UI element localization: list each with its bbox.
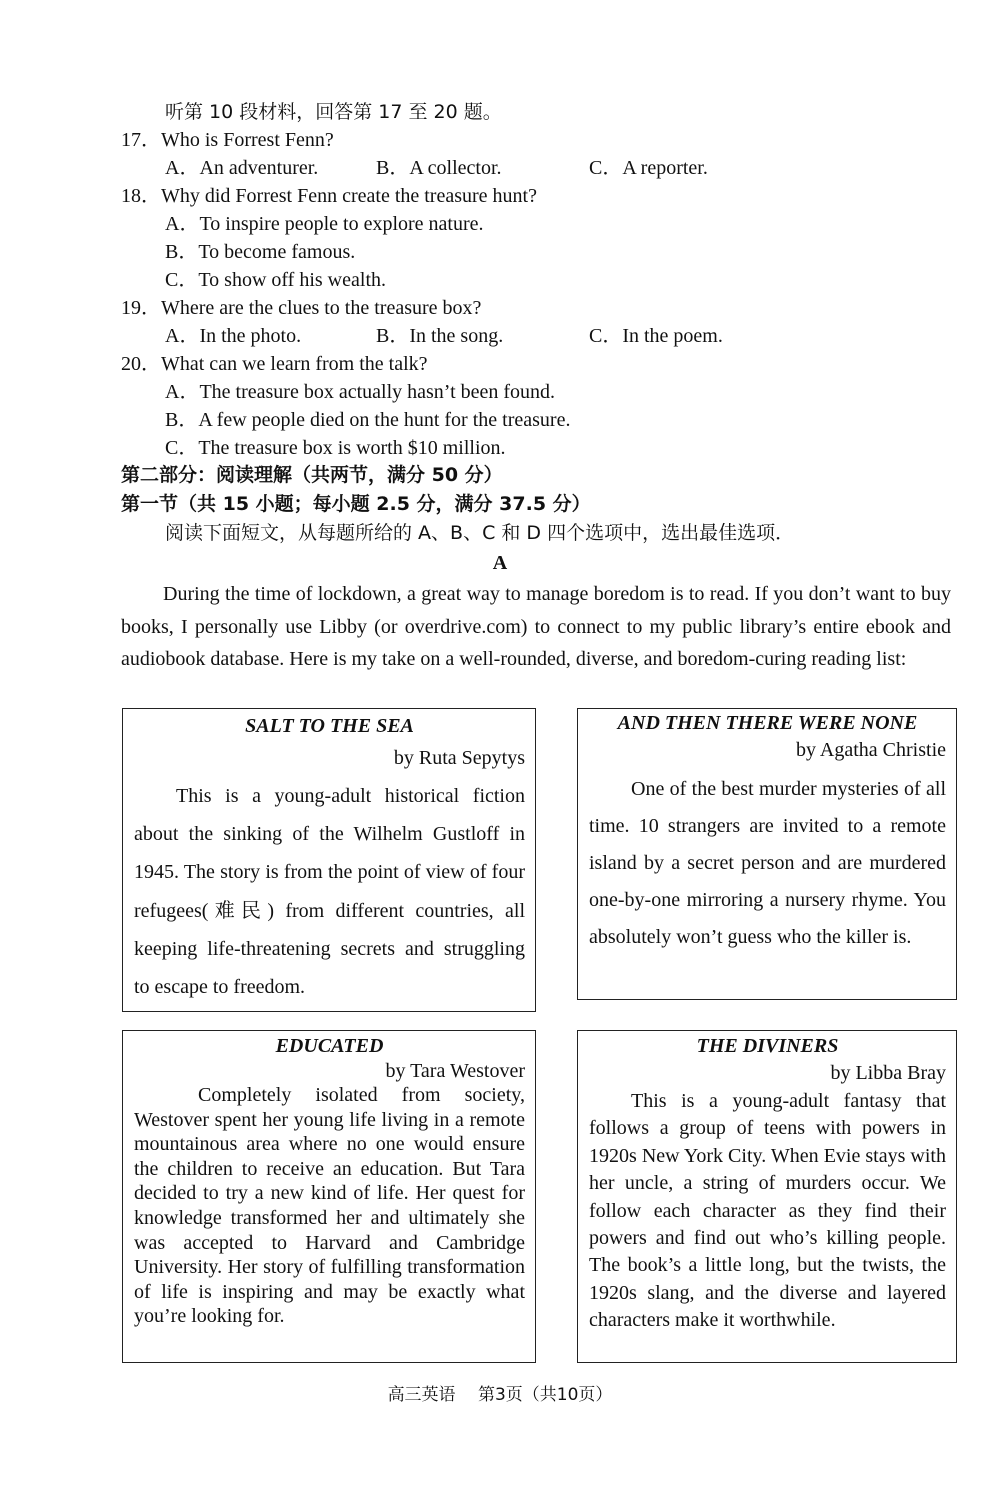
- passage-intro-text: During the time of lockdown, a great way to manage boredom is to read. If you don’t want to buy books, I personally use Libby (or overdrive.com) to connect to my public library’s entire ebook and audiobook database. Here is my take on a well-rounded, diverse, and boredom-curing reading list:: [121, 583, 951, 670]
- passage-label: A: [492, 552, 508, 574]
- question-number: 19．: [121, 297, 161, 319]
- section-title: 第一节（共 15 小题；每小题 2.5 分，满分 37.5 分）: [121, 493, 591, 515]
- book-card-educated: [122, 1030, 536, 1363]
- option-19b: B．In the song.: [376, 325, 504, 347]
- reading-instruction: 阅读下面短文，从每题所给的 A、B、C 和 D 四个选项中，选出最佳选项．: [165, 522, 795, 544]
- question-text: What can we learn from the talk?: [161, 353, 428, 375]
- part-title: 第二部分：阅读理解（共两节，满分 50 分）: [121, 464, 503, 486]
- question-number: 18．: [121, 185, 161, 207]
- question-text: Why did Forrest Fenn create the treasure hunt?: [161, 185, 537, 207]
- question-20: [121, 350, 428, 378]
- book-title: AND THEN THERE WERE NONE: [617, 712, 918, 734]
- book-description: Completely isolated from society, Westover spent her young life living in a remote mountainous area where no one would ensure the children to receive an education. But Tara decided to try a new kind of life. Her quest for knowledge transformed her and ultimately she was accepted to Harvard and Cambridge University. Her story of fulfilling transformation of life is inspiring and may be exactly what you’re looking for.: [134, 1084, 525, 1328]
- option-17a: A．An adventurer.: [165, 157, 319, 179]
- book-description: This is a young-adult fantasy that follows a group of teens with powers in 1920s New York City. When Evie stays with her uncle, a string of murders occur. We follow each character as they find their powers and find out who’s killing people. The book’s a little long, but the twists, the 1920s slang, and the diverse and layered characters make it worthwhile.: [589, 1090, 946, 1332]
- passage-intro: [121, 578, 951, 676]
- option-20a: A．The treasure box actually hasn’t been found.: [165, 381, 556, 403]
- option-19c: C．In the poem.: [589, 325, 723, 347]
- book-author: by Tara Westover: [385, 1060, 525, 1082]
- book-author: by Libba Bray: [830, 1062, 946, 1084]
- option-18b: B．To become famous.: [165, 241, 356, 263]
- question-number: 17．: [121, 129, 161, 151]
- option-20c: C．The treasure box is worth $10 million.: [165, 437, 506, 459]
- book-description: This is a young-adult historical fiction about the sinking of the Wilhelm Gustloff in 1945. The story is from the point of view of four refugees(难民) from different countries, all keeping life-threatening secrets and struggling to escape to freedom.: [134, 785, 525, 999]
- page-footer: 高三英语 第3页（共10页）: [387, 1385, 613, 1405]
- option-18c: C．To show off his wealth.: [165, 269, 386, 291]
- question-19: [121, 294, 481, 322]
- book-title: THE DIVINERS: [696, 1035, 839, 1057]
- book-author: by Ruta Sepytys: [393, 747, 525, 769]
- option-17c: C．A reporter.: [589, 157, 708, 179]
- option-17b: B．A collector.: [376, 157, 502, 179]
- option-19a: A．In the photo.: [165, 325, 302, 347]
- book-card-the-diviners: [577, 1030, 957, 1363]
- question-text: Who is Forrest Fenn?: [161, 129, 334, 151]
- book-title: SALT TO THE SEA: [245, 715, 414, 737]
- listening-intro: 听第 10 段材料，回答第 17 至 20 题。: [165, 101, 502, 123]
- option-20b: B．A few people died on the hunt for the treasure.: [165, 409, 571, 431]
- question-number: 20．: [121, 353, 161, 375]
- question-text: Where are the clues to the treasure box?: [161, 297, 482, 319]
- book-title: EDUCATED: [275, 1035, 384, 1057]
- question-17: [121, 126, 334, 154]
- book-card-salt-to-the-sea: [122, 708, 536, 1012]
- book-card-and-then-there-were-none: [577, 708, 957, 1000]
- book-author: by Agatha Christie: [796, 739, 946, 761]
- option-18a: A．To inspire people to explore nature.: [165, 213, 484, 235]
- question-18: [121, 182, 537, 210]
- book-description: One of the best murder mysteries of all time. 10 strangers are invited to a remote island by a secret person and are murdered one-by-one mirroring a nursery rhyme. You absolutely won’t guess who the killer is.: [589, 778, 946, 948]
